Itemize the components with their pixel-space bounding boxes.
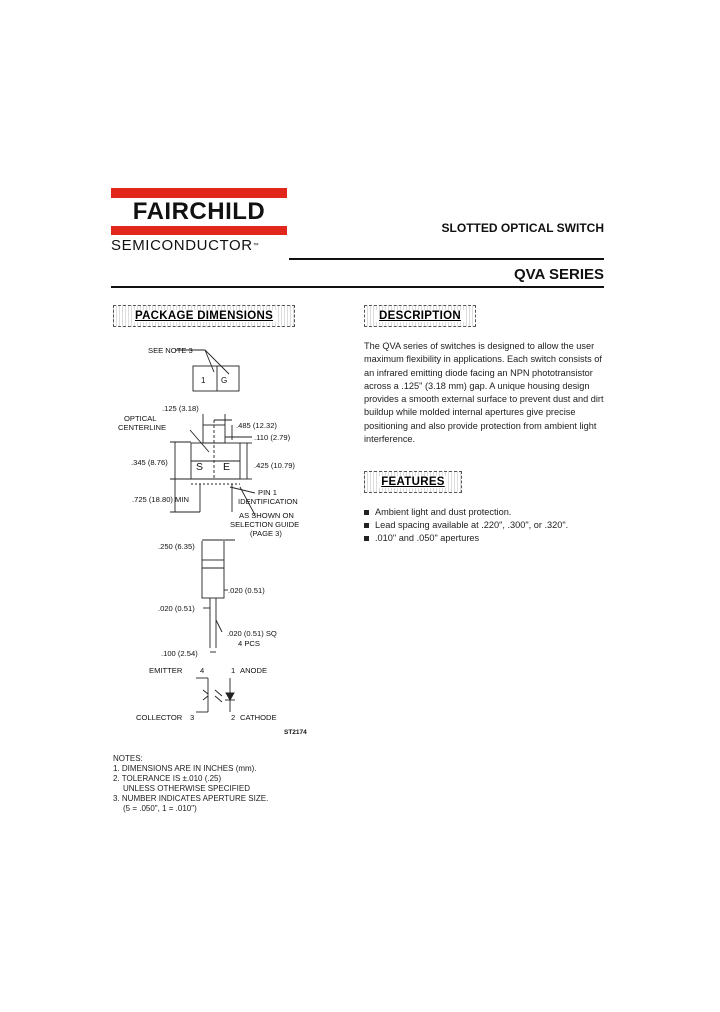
features-heading-text: FEATURES <box>378 476 448 488</box>
brand-name: FAIRCHILD <box>132 198 266 225</box>
label-cathode-num: 2 <box>231 713 236 722</box>
note-item: 3. NUMBER INDICATES APERTURE SIZE. <box>113 794 269 803</box>
label-dim-345: .345 (8.76) <box>131 458 168 467</box>
side-view-body <box>202 560 224 598</box>
trademark: ™ <box>252 243 260 249</box>
label-pin-g: G <box>221 376 228 385</box>
label-letter-e: E <box>223 461 231 473</box>
note-item: UNLESS OTHERWISE SPECIFIED <box>123 784 250 793</box>
description-heading-text: DESCRIPTION <box>376 310 464 322</box>
label-dim-100: .100 (2.54) <box>161 649 198 658</box>
label-dim-020sq: .020 (0.51) SQ <box>227 629 277 638</box>
label-dim-125: .125 (3.18) <box>162 404 199 413</box>
feature-text: .010" and .050" apertures <box>375 533 480 543</box>
package-heading-text: PACKAGE DIMENSIONS <box>132 310 276 322</box>
label-collector: COLLECTOR <box>136 713 183 722</box>
label-dim-425: .425 (10.79) <box>254 461 295 470</box>
label-emitter: EMITTER <box>149 666 183 675</box>
label-dim-020b: .020 (0.51) <box>158 604 195 613</box>
label-emitter-num: 4 <box>200 666 205 675</box>
feature-text: Ambient light and dust protection. <box>375 507 512 517</box>
label-dim-110: .110 (2.79) <box>254 433 291 442</box>
label-pin1: PIN 1 <box>258 488 277 497</box>
label-pcs: 4 PCS <box>238 639 260 648</box>
label-pin1-mark: 1 <box>201 376 206 385</box>
label-dim-020a: .020 (0.51) <box>228 586 265 595</box>
label-selection: SELECTION GUIDE <box>230 520 300 529</box>
notes-block <box>113 754 343 814</box>
label-centerline: CENTERLINE <box>118 423 167 432</box>
label-cathode: CATHODE <box>240 713 277 722</box>
label-see-note: SEE NOTE 3 <box>148 346 193 355</box>
label-anode-num: 1 <box>231 666 236 675</box>
label-optical: OPTICAL <box>124 414 157 423</box>
description-paragraph: The QVA series of switches is designed to allow the user maximum flexibility in applications. Each switch consists of an infrared emitting diode facing an NPN phototransistor across a .125" (3.18 mm) gap. A unique housing design provides a smooth external surface to prevent dust and dirt buildup while molded internal apertures give precise positioning and also provide protection from ambient light interference. <box>364 341 604 445</box>
top-view-body <box>193 366 239 391</box>
note-item: (5 = .050", 1 = .010") <box>123 804 197 813</box>
label-letter-s: S <box>196 461 204 473</box>
label-page: (PAGE 3) <box>250 529 282 538</box>
label-anode: ANODE <box>240 666 268 675</box>
label-collector-num: 3 <box>190 713 195 722</box>
label-dim-250: .250 (6.35) <box>158 542 195 551</box>
doc-title: SLOTTED OPTICAL SWITCH <box>441 221 604 235</box>
brand-sub-text: SEMICONDUCTOR <box>111 237 253 254</box>
label-identification: IDENTIFICATION <box>238 497 298 506</box>
label-fig-id: ST2174 <box>284 729 307 736</box>
label-dim-485: .485 (12.32) <box>236 421 277 430</box>
feature-text: Lead spacing available at .220", .300", or .320". <box>375 520 569 530</box>
label-as-shown: AS SHOWN ON <box>239 511 294 520</box>
series-title: QVA SERIES <box>513 266 604 283</box>
label-dim-725: .725 (18.80) MIN <box>132 495 189 504</box>
note-item: 1. DIMENSIONS ARE IN INCHES (mm). <box>113 764 257 773</box>
note-item: 2. TOLERANCE IS ±.010 (.25) <box>113 774 222 783</box>
notes-title: NOTES: <box>113 754 143 763</box>
